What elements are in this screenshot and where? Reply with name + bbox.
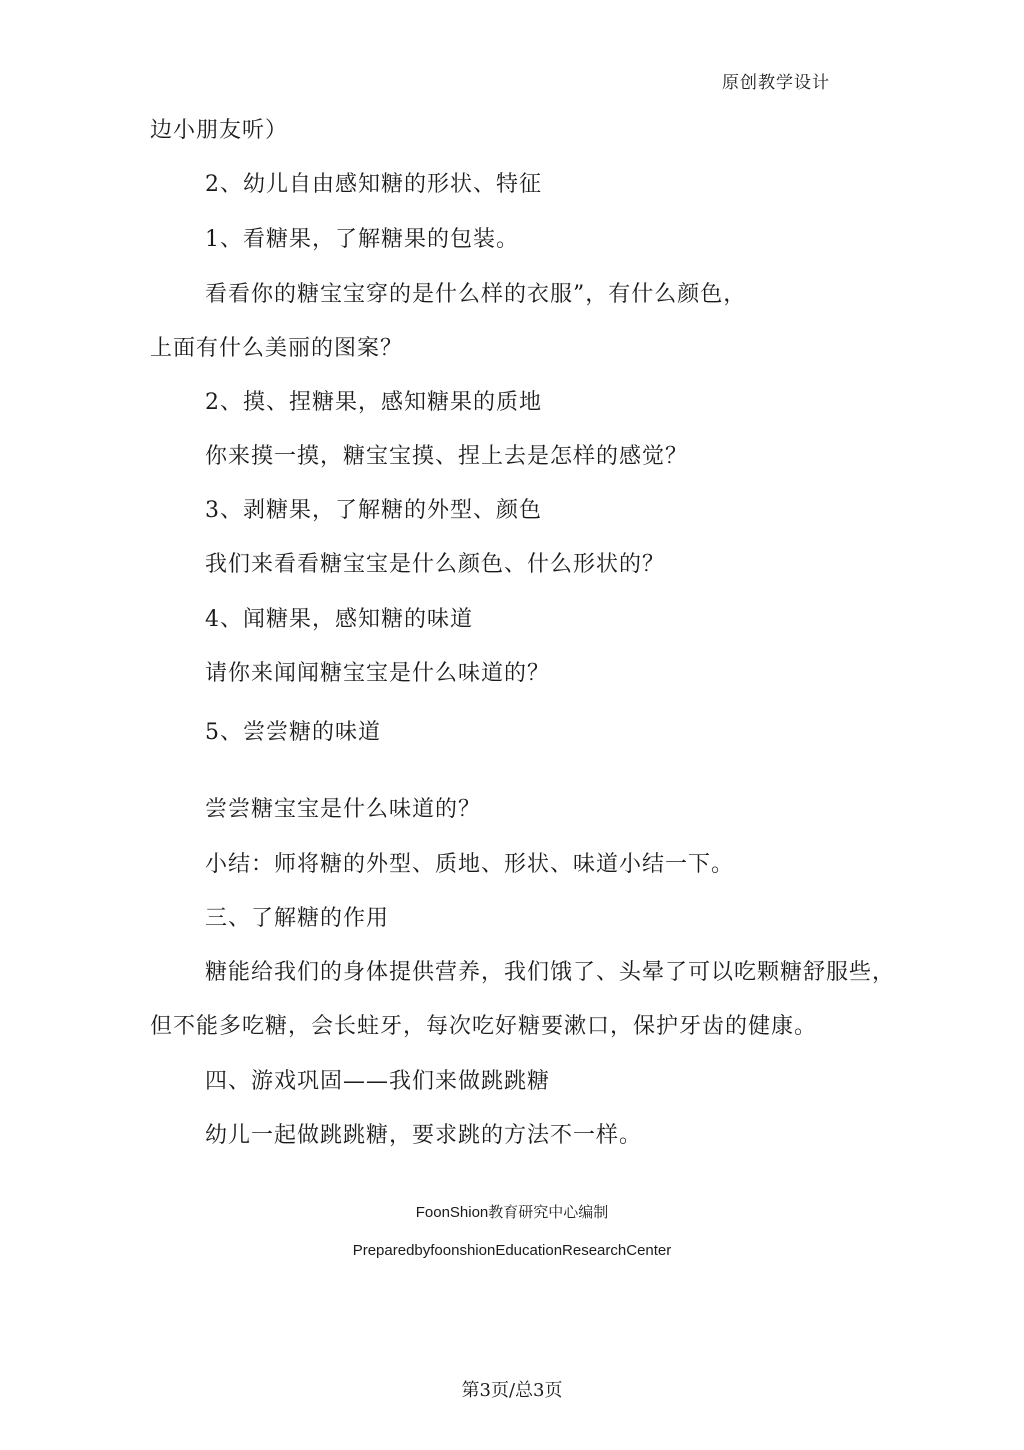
body-line: 请你来闻闻糖宝宝是什么味道的？ (205, 661, 551, 686)
body-line: 上面有什么美丽的图案？ (150, 336, 404, 361)
page-number: 第3页/总3页 (461, 1380, 563, 1401)
body-line: 你来摸一摸，糖宝宝摸、捏上去是怎样的感觉？ (205, 444, 689, 469)
body-line: 小结：师将糖的外型、质地、形状、味道小结一下。 (205, 852, 735, 877)
body-line: 边小朋友听） (150, 118, 289, 143)
body-line: 3、剥糖果，了解糖的外型、颜色 (205, 498, 542, 523)
footer-org-cn: FoonShion教育研究中心编制 (415, 1204, 609, 1221)
body-line: 但不能多吃糖，会长蛀牙，每次吃好糖要漱口，保护牙齿的健康。 (150, 1014, 818, 1039)
body-line: 四、游戏巩固——我们来做跳跳糖 (205, 1069, 551, 1094)
body-line: 糖能给我们的身体提供营养，我们饿了、头晕了可以吃颗糖舒服些， (205, 960, 896, 985)
footer-org-en: PreparedbyfoonshionEducationResearchCenter (352, 1242, 672, 1259)
body-line: 5、尝尝糖的味道 (205, 720, 381, 745)
body-line: 1、看糖果，了解糖果的包装。 (205, 227, 519, 252)
body-line: 三、了解糖的作用 (205, 906, 390, 931)
body-line: 2、摸、捏糖果，感知糖果的质地 (205, 390, 542, 415)
body-line: 幼儿一起做跳跳糖，要求跳的方法不一样。 (205, 1123, 643, 1148)
body-line: 看看你的糖宝宝穿的是什么样的衣服”，有什么颜色， (205, 282, 747, 307)
header-title: 原创教学设计 (722, 73, 830, 93)
body-line: 我们来看看糖宝宝是什么颜色、什么形状的？ (205, 552, 666, 577)
body-line: 尝尝糖宝宝是什么味道的？ (205, 797, 482, 822)
body-line: 4、闻糖果，感知糖的味道 (205, 607, 473, 632)
body-line: 2、幼儿自由感知糖的形状、特征 (205, 172, 542, 197)
